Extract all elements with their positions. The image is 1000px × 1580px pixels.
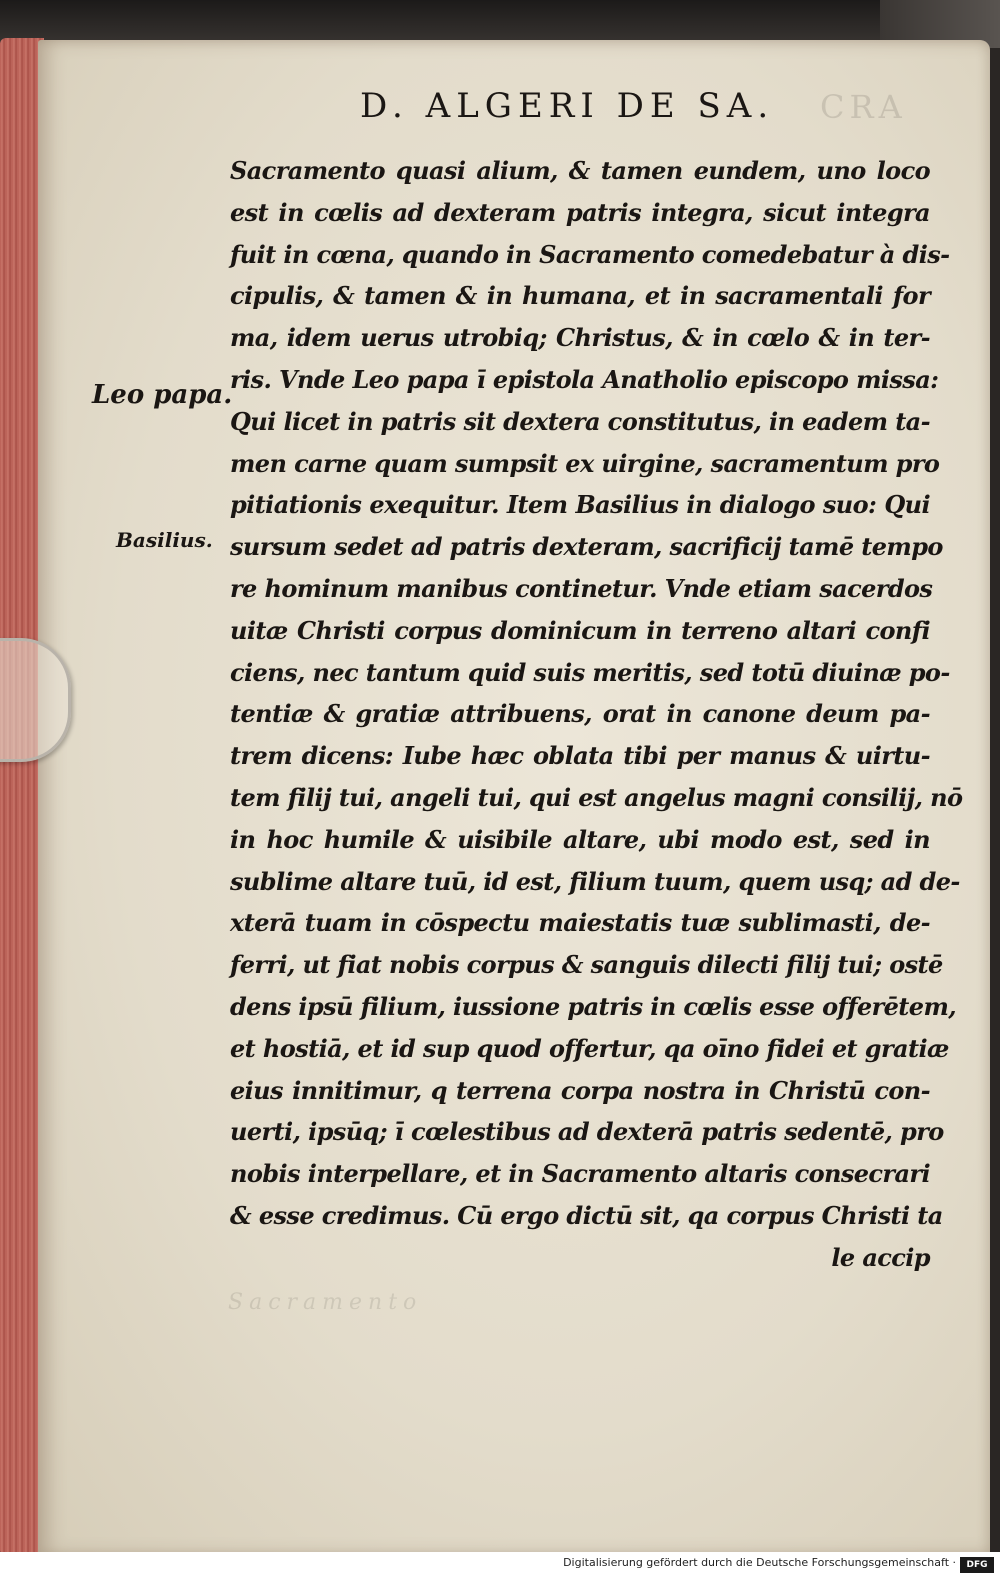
text-line: Sacramento quasi alium, & tamen eundem, uno loco xyxy=(230,156,930,185)
text-line: in hoc humile & uisibile altare, ubi modo est, sed in xyxy=(230,824,930,854)
text-line: uitæ Christi corpus dominicum in terreno altari confi xyxy=(230,615,930,645)
text-line: sursum sedet ad patris dexteram, sacrificij tamē tempo xyxy=(230,532,943,562)
catchword: le accip xyxy=(831,1242,930,1272)
bleed-through-text: Sacramento xyxy=(228,1290,423,1315)
text-line: et hostiā, et id sup quod offertur, qa oīno fidei et gratiæ xyxy=(230,1033,949,1063)
text-line: sublime altare tuū, id est, filium tuum, quem usq; ad de- xyxy=(230,866,960,896)
text-line: trem dicens: Iube hæc oblata tibi per manus & uirtu- xyxy=(230,741,930,771)
text-line: xterā tuam in cōspectu maiestatis tuæ sublimasti, de- xyxy=(230,908,930,938)
digitization-credit: Digitalisierung gefördert durch die Deutsche Forschungsgemeinschaft · xyxy=(563,1556,956,1569)
text-line: uerti, ipsūq; ī cœlestibus ad dexterā patris sedentē, pro xyxy=(230,1117,944,1147)
text-line: eius innitimur, q terrena corpa nostra in Christū con- xyxy=(230,1075,930,1105)
running-head: D. ALGERI DE SA. xyxy=(360,86,775,126)
text-line: est in cœlis ad dexteram patris integra, sicut integra xyxy=(230,197,930,227)
text-line: Qui licet in patris sit dextera constitutus, in eadem ta- xyxy=(230,406,930,436)
margin-note-leo: Leo papa. xyxy=(92,380,233,410)
text-line: re hominum manibus continetur. Vnde etiam sacerdos xyxy=(230,573,933,603)
text-line: dens ipsū filium, iussione patris in cœlis esse offerētem, xyxy=(230,991,957,1021)
text-line: ferri, ut fiat nobis corpus & sanguis dilecti filij tui; ostē xyxy=(230,950,943,980)
bleed-through-heading: CRA xyxy=(820,88,907,126)
text-line: tem filij tui, angeli tui, qui est angelus magni consilij, nō xyxy=(230,782,963,812)
text-line: men carne quam sumpsit ex uirgine, sacramentum pro xyxy=(230,448,940,478)
text-line: ciens, nec tantum quid suis meritis, sed totū diuinæ po- xyxy=(230,657,950,687)
dfg-logo: DFG xyxy=(960,1557,994,1573)
margin-note-basilius: Basilius. xyxy=(116,528,213,552)
text-line: nobis interpellare, et in Sacramento altaris consecrari xyxy=(230,1159,930,1189)
text-line: & esse credimus. Cū ergo dictū sit, qa corpus Christi ta xyxy=(230,1200,943,1230)
text-line: cipulis, & tamen & in humana, et in sacramentali for xyxy=(230,281,930,311)
text-line: tentiæ & gratiæ attribuens, orat in canone deum pa- xyxy=(230,699,930,729)
text-line: pitiationis exequitur. Item Basilius in dialogo suo: Qui xyxy=(230,490,930,520)
body-text xyxy=(230,150,963,1279)
text-line: ris. Vnde Leo papa ī epistola Anatholio episcopo missa: xyxy=(230,364,939,394)
text-line: ma, idem uerus utrobiq; Christus, & in cœlo & in ter- xyxy=(230,323,930,353)
text-line: fuit in cœna, quando in Sacramento comedebatur à dis- xyxy=(230,239,950,269)
